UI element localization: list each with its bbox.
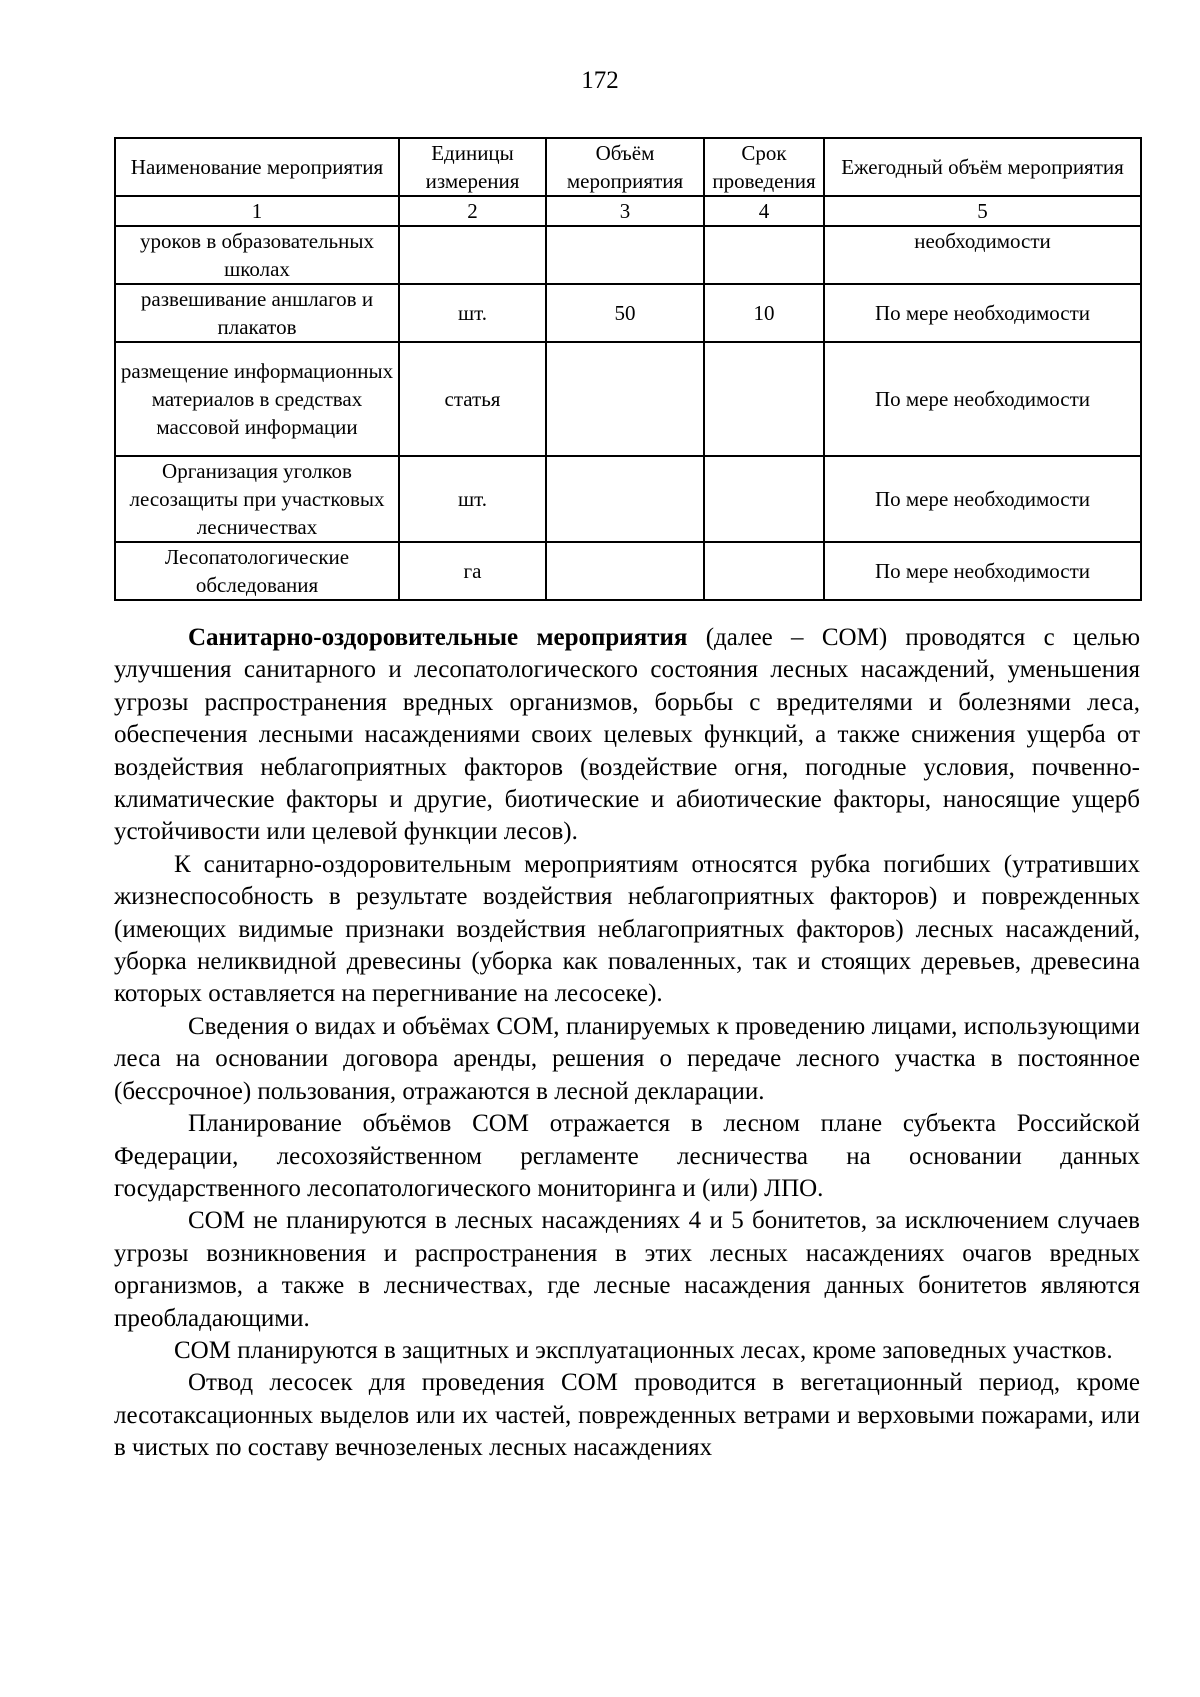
- cell-period: [704, 342, 824, 456]
- cell-annual-volume: По мере необходимости: [824, 284, 1141, 342]
- cell-activity: размещение информационных материалов в средствах массовой информации: [115, 342, 399, 456]
- cell-period: [704, 456, 824, 542]
- cell-units: шт.: [399, 456, 546, 542]
- cell-units: шт.: [399, 284, 546, 342]
- header-volume: Объём мероприятия: [546, 138, 704, 196]
- paragraph-som-allotment: Отвод лесосек для проведения СОМ проводится в вегетационный период, кроме лесотаксационных выделов или их частей, поврежденных ветрами и верховыми пожарами, или в чистых по составу вечнозеленых лесных насаждениях: [114, 1369, 1140, 1462]
- paragraph-som-bonitet: СОМ не планируются в лесных насаждениях 4 и 5 бонитетов, за исключением случаев угрозы возникновения и распространения в этих лесных насаждениях очагов вредных организмов, а также в лесничествах, где лесные насаждения данных бонитетов являются преобладающими.: [114, 1207, 1140, 1332]
- cell-period: [704, 226, 824, 284]
- cell-period: 10: [704, 284, 824, 342]
- table-row: [115, 226, 1141, 284]
- activities-table: [114, 137, 1142, 601]
- cell-activity: Лесопатологические обследования: [115, 542, 399, 600]
- column-number-row: [115, 196, 1141, 226]
- paragraph-som-types: К санитарно-оздоровительным мероприятиям относятся рубка погибших (утративших жизнеспособность в результате воздействия неблагоприятных факторов) и поврежденных (имеющих видимые признаки воздействия неблагоприятных факторов) лесных насаждений, уборка неликвидной древесины (уборка как поваленных, так и стоящих деревьев, древесина которых оставляется на перегнивание на лесосеке).: [114, 850, 1140, 1008]
- header-period: Срок проведения: [704, 138, 824, 196]
- header-activity-name: Наименование мероприятия: [115, 138, 399, 196]
- cell-units: га: [399, 542, 546, 600]
- column-number: 1: [115, 196, 399, 226]
- header-units: Единицы измерения: [399, 138, 546, 196]
- column-number: 3: [546, 196, 704, 226]
- header-annual-volume: Ежегодный объём мероприятия: [824, 138, 1141, 196]
- cell-volume: [546, 226, 704, 284]
- cell-activity: уроков в образовательных школах: [115, 226, 399, 284]
- cell-units: [399, 226, 546, 284]
- cell-units: статья: [399, 342, 546, 456]
- document-body: [114, 622, 1140, 1465]
- table-row: [115, 456, 1141, 542]
- paragraph-text: (далее – СОМ) проводятся с целью улучшения санитарного и лесопатологического состояния лесных насаждений, уменьшения угрозы распространения вредных организмов, борьбы с вредителями и болезнями леса, обеспечения лесными насаждениями своих целевых функций, а также снижения ущерба от воздействия неблагоприятных факторов (воздействие огня, погодные условия, почвенно-климатические факторы и другие, биотические и абиотические факторы, наносящие ущерб устойчивости или целевой функции лесов).: [114, 624, 1140, 846]
- page-number: 172: [581, 67, 619, 94]
- cell-activity: Организация уголков лесозащиты при участковых лесничествах: [115, 456, 399, 542]
- paragraph-som-declaration: Сведения о видах и объёмах СОМ, планируемых к проведению лицами, использующими леса на основании договора аренды, решения о передаче лесного участка в постоянное (бессрочное) пользования, отражаются в лесной декларации.: [114, 1012, 1140, 1105]
- cell-annual-volume: По мере необходимости: [824, 342, 1141, 456]
- paragraph-som-forests: СОМ планируются в защитных и эксплуатационных лесах, кроме заповедных участков.: [174, 1336, 1113, 1364]
- cell-volume: [546, 342, 704, 456]
- cell-volume: [546, 542, 704, 600]
- cell-volume: [546, 456, 704, 542]
- paragraph-som-definition: [114, 622, 1140, 849]
- column-number: 2: [399, 196, 546, 226]
- cell-annual-volume: необходимости: [824, 226, 1141, 284]
- paragraph-som-planning: Планирование объёмов СОМ отражается в лесном плане субъекта Российской Федерации, лесохозяйственном регламенте лесничества на основании данных государственного лесопатологического мониторинга и (или) ЛПО.: [114, 1110, 1140, 1202]
- table-header-row: [115, 138, 1141, 196]
- cell-annual-volume: По мере необходимости: [824, 456, 1141, 542]
- column-number: 5: [824, 196, 1141, 226]
- cell-annual-volume: По мере необходимости: [824, 542, 1141, 600]
- cell-activity: развешивание аншлагов и плакатов: [115, 284, 399, 342]
- column-number: 4: [704, 196, 824, 226]
- cell-period: [704, 542, 824, 600]
- table-row: [115, 542, 1141, 600]
- cell-volume: 50: [546, 284, 704, 342]
- table-row: [115, 284, 1141, 342]
- term-som: Санитарно-оздоровительные мероприятия: [188, 624, 688, 651]
- table-row: [115, 342, 1141, 456]
